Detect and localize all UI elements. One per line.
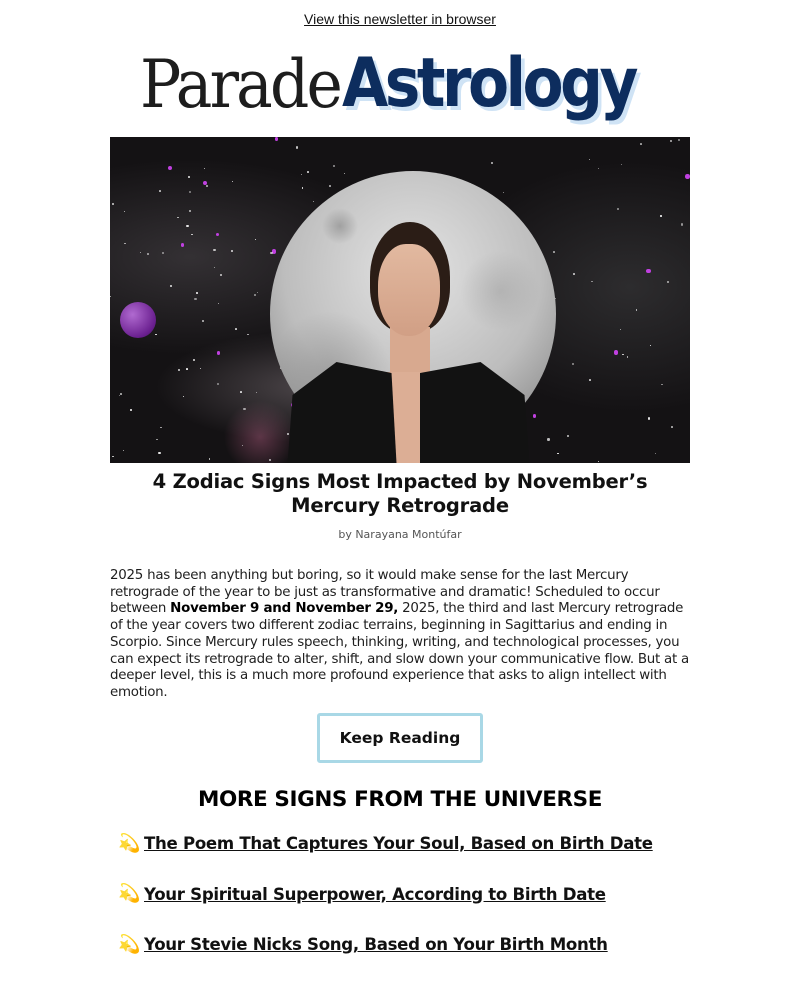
parade-astrology-logo[interactable] — [0, 36, 800, 128]
woman-portrait — [285, 222, 525, 463]
more-signs-heading: MORE SIGNS FROM THE UNIVERSE — [197, 787, 603, 812]
logo-parade-text: Parade — [140, 46, 341, 123]
top-bar — [0, 0, 800, 36]
more-signs-link[interactable]: The Poem That Captures Your Soul, Based on Birth Date — [144, 834, 653, 853]
body-text-part1: 2025 has been anything but boring, so it would make sense for the last Mercury retrograde of the year to be just as transformative and dramatic! Scheduled to occur between — [110, 568, 660, 617]
list-item[interactable] — [118, 931, 653, 958]
dizzy-star-icon: 💫 — [118, 883, 141, 904]
more-signs-list — [118, 830, 653, 982]
list-item[interactable] — [118, 830, 653, 857]
article-section — [110, 470, 690, 702]
more-signs-link[interactable]: Your Stevie Nicks Song, Based on Your Birth Month — [144, 935, 608, 954]
logo-astrology-text: Astrology — [342, 44, 635, 123]
more-signs-link[interactable]: Your Spiritual Superpower, According to Birth Date — [144, 884, 606, 904]
list-item[interactable] — [118, 881, 653, 908]
article-headline[interactable]: 4 Zodiac Signs Most Impacted by November’s Mercury Retrograde — [152, 470, 648, 517]
purple-planet — [120, 302, 156, 338]
blazer-left — [287, 362, 397, 463]
face — [378, 244, 440, 336]
article-body — [110, 568, 690, 702]
dizzy-star-icon: 💫 — [118, 832, 141, 854]
article-byline: by Narayana Montúfar — [338, 528, 462, 541]
hero-image[interactable] — [110, 137, 690, 463]
view-in-browser-link[interactable]: View this newsletter in browser — [304, 11, 496, 27]
dizzy-star-icon: 💫 — [118, 933, 141, 955]
body-text-dates: November 9 and November 29, — [170, 601, 399, 617]
body-text-part2: 2025, the third and last Mercury retrograde of the year covers two different zodiac terrains, beginning in Sagittarius and ending in Scorpio. Since Mercury rules speech, thinking, writing, and technological processes, you can expect its retrograde to alter, shift, and slow down your communicative flow. But at a deeper level, this is a much more profound experience that asks to align intellect with emotion. — [110, 601, 689, 700]
cta-wrapper — [0, 713, 800, 763]
blazer-right — [420, 362, 530, 463]
keep-reading-button[interactable]: Keep Reading — [317, 713, 483, 763]
